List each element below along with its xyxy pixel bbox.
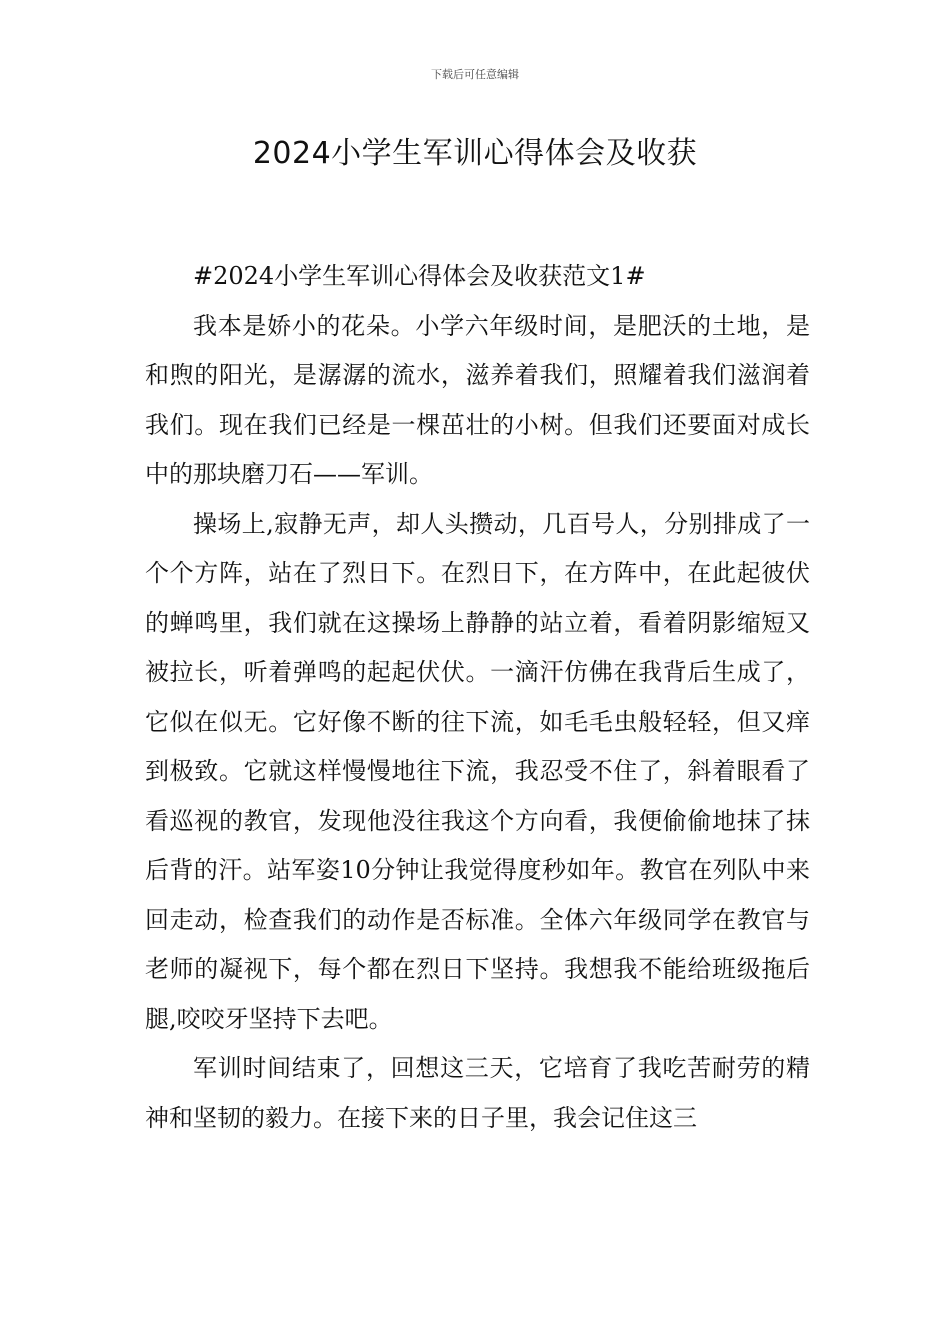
- paragraph: 操场上,寂静无声，却人头攒动，几百号人，分别排成了一个个方阵，站在了烈日下。在烈日下，在方阵中，在此起彼伏的蝉鸣里，我们就在这操场上静静的站立着，看着阴影缩短又被拉长，听着弹鸣的起起伏伏。一滴汗仿佛在我背后生成了，它似在似无。它好像不断的往下流，如毛毛虫般轻轻，但又痒到极致。它就这样慢慢地往下流，我忍受不住了，斜着眼看了看巡视的教官，发现他没往我这个方向看，我便偷偷地抹了抹后背的汗。站军姿10分钟让我觉得度秒如年。教官在列队中来回走动，检查我们的动作是否标准。全体六年级同学在教官与老师的凝视下，每个都在烈日下坚持。我想我不能给班级拖后腿,咬咬牙坚持下去吧。: [145, 509, 810, 1033]
- paragraph: 军训时间结束了，回想这三天，它培育了我吃苦耐劳的精神和坚韧的毅力。在接下来的日子里，我会记住这三: [145, 1054, 810, 1132]
- paragraph: 我本是娇小的花朵。小学六年级时间，是肥沃的土地，是和煦的阳光，是潺潺的流水，滋养着我们，照耀着我们滋润着我们。现在我们已经是一棵茁壮的小树。但我们还要面对成长中的那块磨刀石——军训。: [145, 311, 810, 488]
- document-title: 2024小学生军训心得体会及收获: [252, 136, 698, 171]
- document-body: [145, 252, 810, 1143]
- page-header: 下载后可任意编辑: [431, 68, 519, 81]
- section-heading: #2024小学生军训心得体会及收获范文1#: [193, 262, 646, 290]
